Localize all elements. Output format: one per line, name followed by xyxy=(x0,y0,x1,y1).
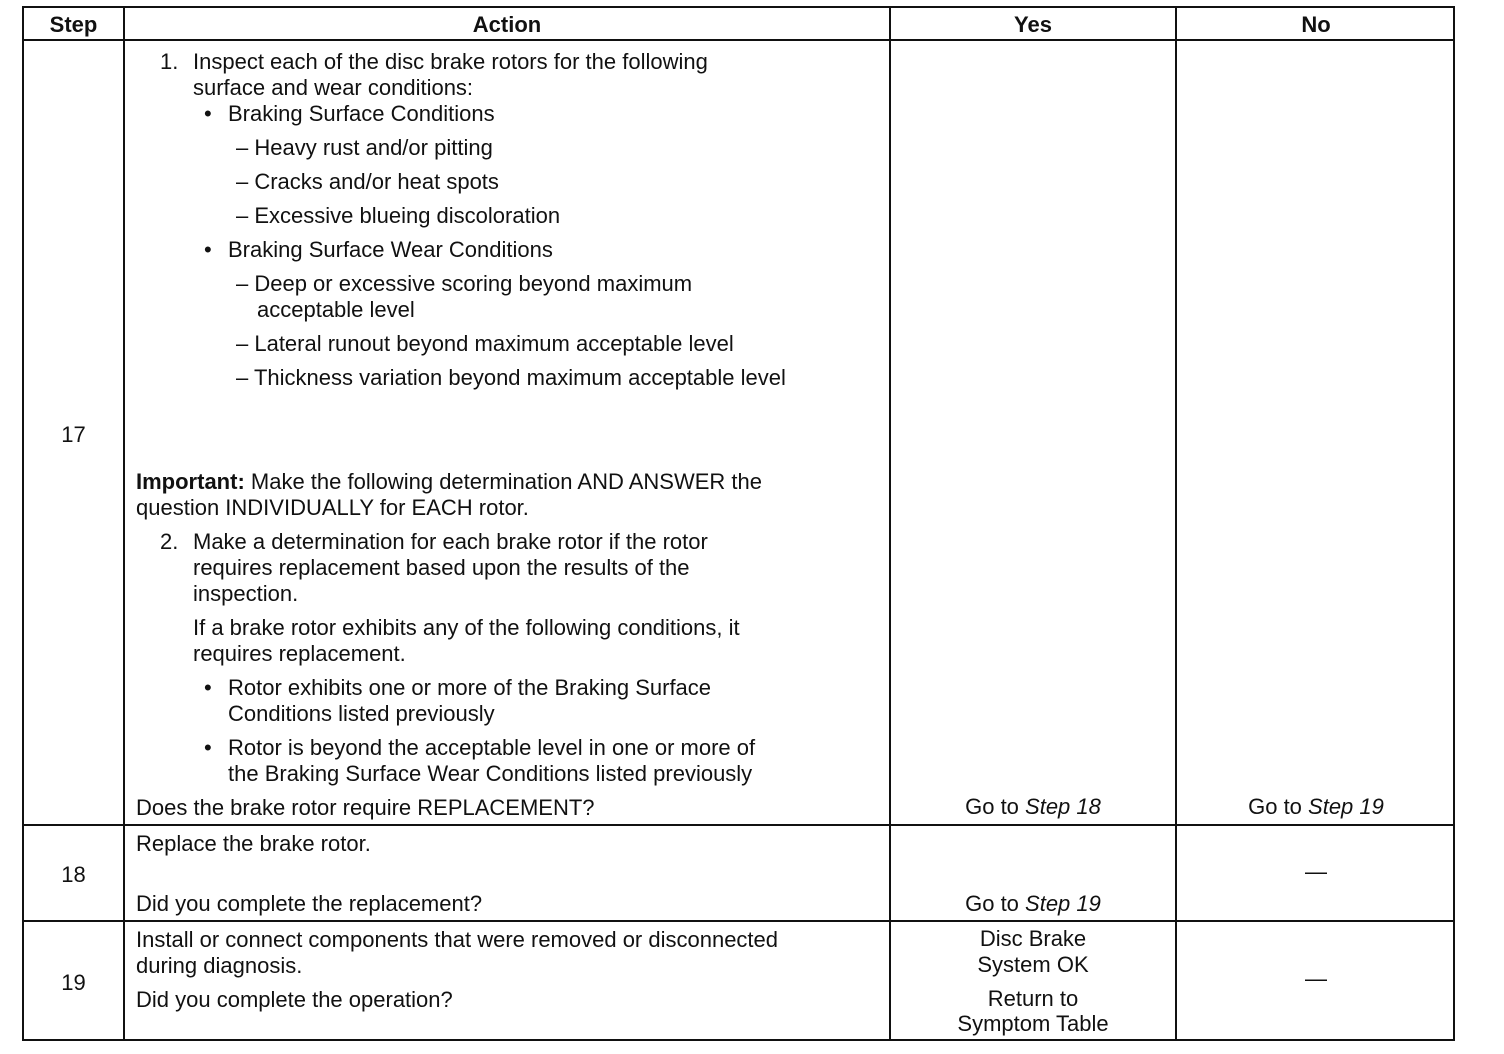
item-number: 2. xyxy=(160,529,179,554)
bullet-text: Conditions listed previously xyxy=(228,701,495,726)
bullet-text: Braking Surface Conditions xyxy=(228,101,495,126)
header-yes: Yes xyxy=(1014,11,1052,37)
bullet-icon: • xyxy=(204,675,212,700)
no-result xyxy=(1177,794,1455,820)
action-text: surface and wear conditions: xyxy=(193,75,474,100)
action-text: Install or connect components that were removed or disconnected xyxy=(136,927,779,952)
bullet-icon: • xyxy=(204,735,212,760)
bullet-text: the Braking Surface Wear Conditions listed previously xyxy=(228,761,753,786)
header-step: Step xyxy=(49,11,98,37)
action-text: If a brake rotor exhibits any of the following conditions, it xyxy=(193,615,740,640)
yes-result xyxy=(891,891,1175,917)
col-divider xyxy=(123,8,125,1039)
action-text: Replace the brake rotor. xyxy=(136,831,371,856)
no-result: — xyxy=(1305,859,1327,884)
step-number: 19 xyxy=(61,970,86,995)
question-text: Did you complete the replacement? xyxy=(136,891,483,916)
action-text: Make a determination for each brake rotor if the rotor xyxy=(193,529,708,554)
step-number: 17 xyxy=(61,422,86,447)
sub-item: acceptable level xyxy=(257,297,415,322)
action-text: requires replacement based upon the results of the xyxy=(193,555,690,580)
yes-result-line: Disc Brake xyxy=(979,926,1087,951)
yes-result-line: System OK xyxy=(977,952,1089,977)
no-result: — xyxy=(1305,966,1327,991)
bullet-text: Rotor is beyond the acceptable level in one or more of xyxy=(228,735,756,760)
important-text: Make the following determination AND ANSWER the xyxy=(244,469,763,494)
header-action: Action xyxy=(472,11,542,37)
step-link[interactable]: Step 19 xyxy=(1308,794,1384,819)
sub-item: – Deep or excessive scoring beyond maximum xyxy=(236,271,693,296)
action-text: inspection. xyxy=(193,581,299,606)
sub-item: – Lateral runout beyond maximum acceptable level xyxy=(236,331,734,356)
important-label: Important: xyxy=(136,469,245,494)
yes-result-line: Symptom Table xyxy=(957,1011,1109,1036)
sub-item: – Thickness variation beyond maximum acceptable level xyxy=(236,365,786,390)
bullet-text: Rotor exhibits one or more of the Braking Surface xyxy=(228,675,712,700)
important-text: question INDIVIDUALLY for EACH rotor. xyxy=(136,495,529,520)
row-divider xyxy=(24,824,1453,826)
col-divider xyxy=(889,8,891,1039)
row-divider xyxy=(24,920,1453,922)
header-no: No xyxy=(1301,11,1331,37)
diagnostic-table xyxy=(22,6,1455,1041)
yes-prefix: Go to xyxy=(965,794,1026,819)
bullet-icon: • xyxy=(204,237,212,262)
question-text: Does the brake rotor require REPLACEMENT? xyxy=(136,795,595,820)
no-prefix: Go to xyxy=(1248,794,1309,819)
yes-result xyxy=(891,794,1175,820)
sub-item: – Excessive blueing discoloration xyxy=(236,203,561,228)
sub-item: – Heavy rust and/or pitting xyxy=(236,135,493,160)
bullet-icon: • xyxy=(204,101,212,126)
step-link[interactable]: Step 19 xyxy=(1025,891,1101,916)
step-link[interactable]: Step 18 xyxy=(1025,794,1101,819)
action-text: during diagnosis. xyxy=(136,953,303,978)
important-note xyxy=(136,469,762,495)
item-number: 1. xyxy=(160,49,179,74)
yes-result-line: Return to xyxy=(987,986,1079,1011)
action-text: requires replacement. xyxy=(193,641,406,666)
question-text: Did you complete the operation? xyxy=(136,987,453,1012)
action-text: Inspect each of the disc brake rotors for the following xyxy=(193,49,708,74)
sub-item: – Cracks and/or heat spots xyxy=(236,169,499,194)
step-number: 18 xyxy=(61,862,86,887)
yes-prefix: Go to xyxy=(965,891,1026,916)
bullet-text: Braking Surface Wear Conditions xyxy=(228,237,553,262)
